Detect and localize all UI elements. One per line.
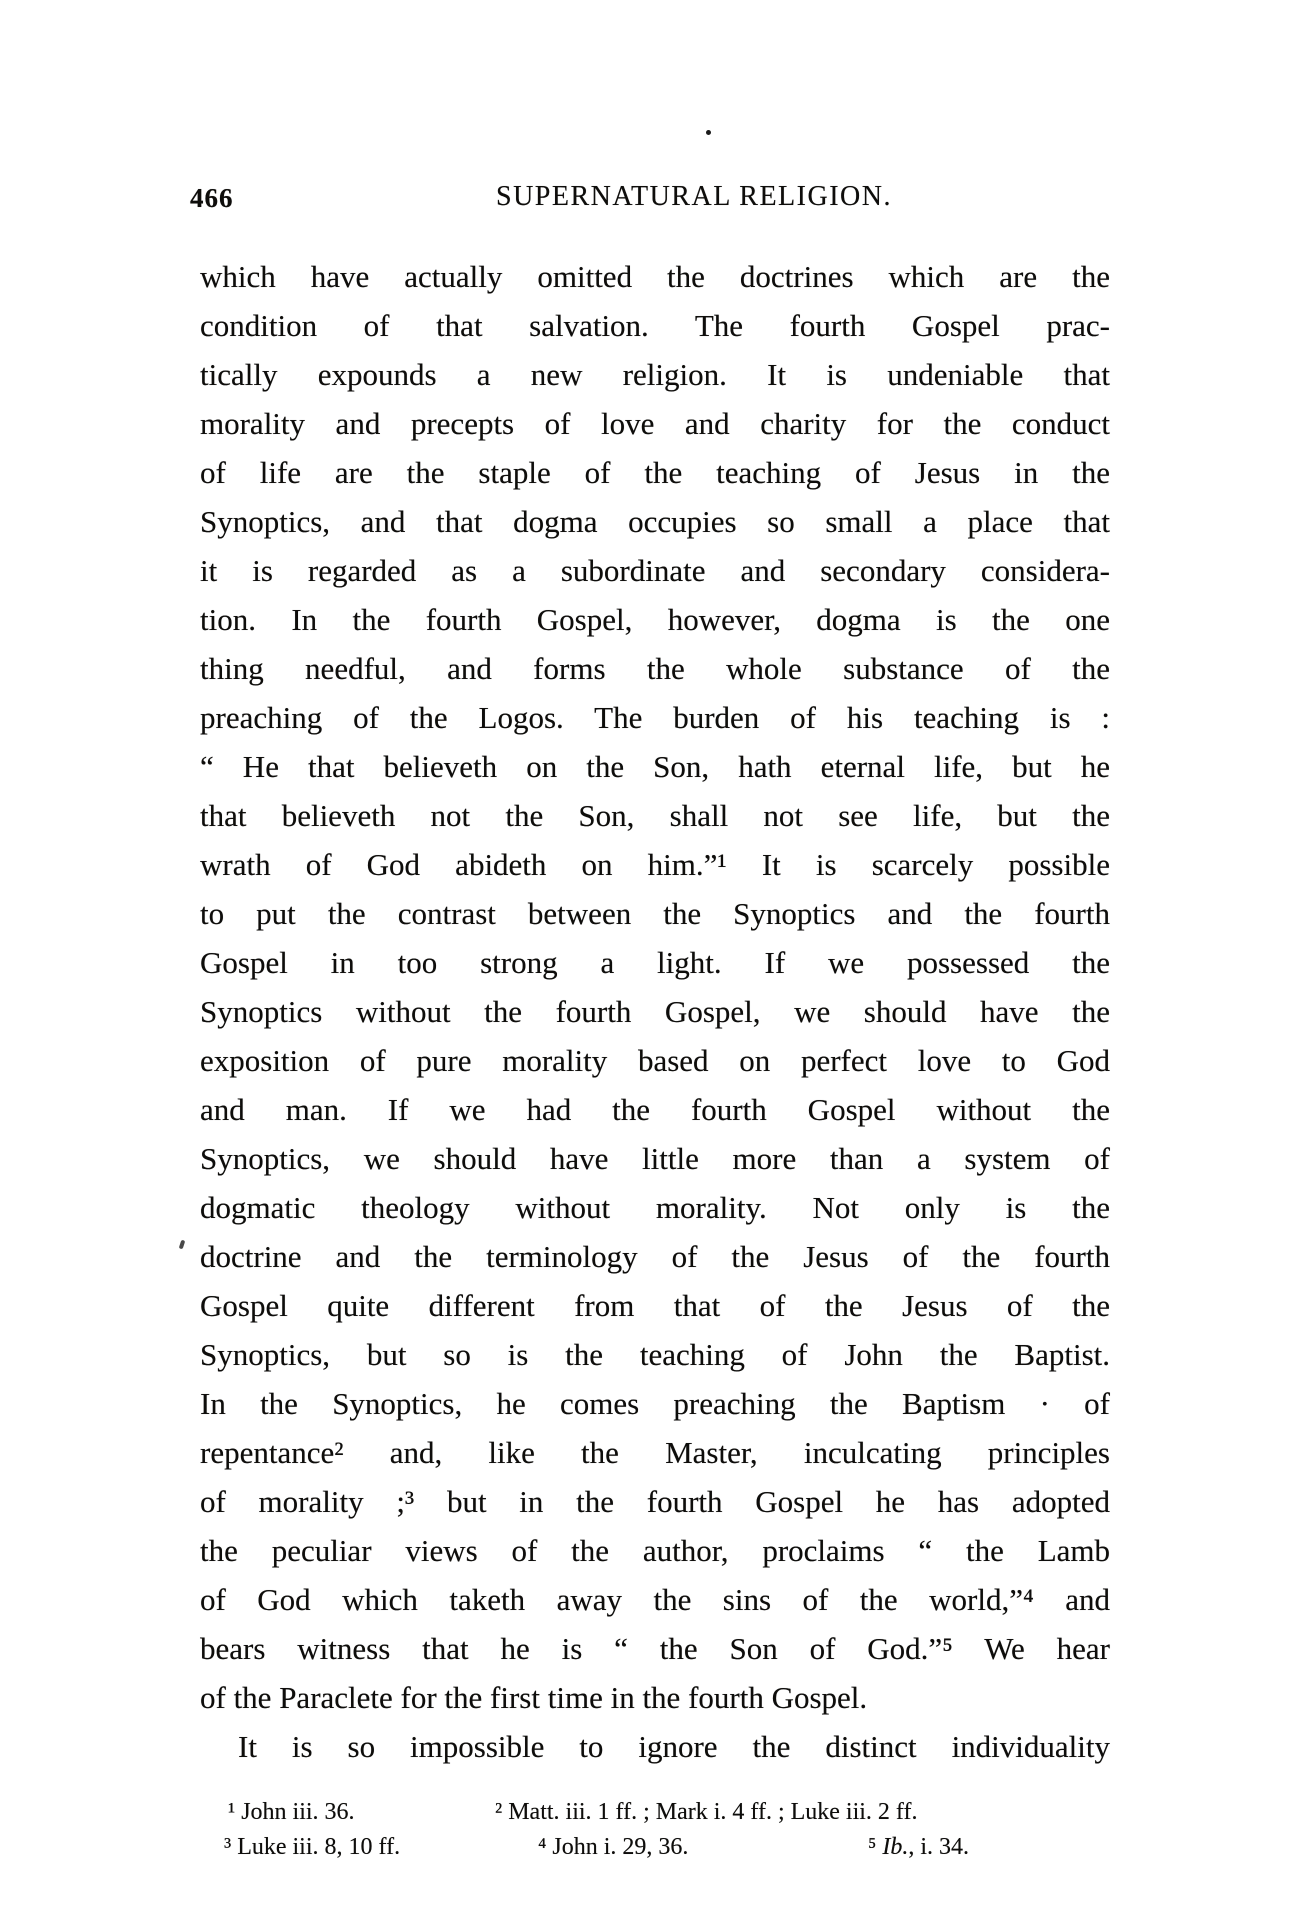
footnotes — [200, 1799, 1110, 1889]
text-line: doctrine and the terminology of the Jesus of the fourth — [200, 1239, 1110, 1274]
text-line: Synoptics, but so is the teaching of John the Baptist. — [200, 1337, 1110, 1372]
text-line: which have actually omitted the doctrines which are the — [200, 259, 1110, 294]
text-line: wrath of God abideth on him.”¹ It is scarcely possible — [200, 847, 1110, 882]
footnote: ¹ John iii. 36. — [228, 1799, 355, 1825]
scan-artifact-fleck — [179, 1240, 186, 1250]
footnote: ³ Luke iii. 8, 10 ff. — [224, 1834, 401, 1860]
text-line: repentance² and, like the Master, inculcating principles — [200, 1435, 1110, 1470]
scan-artifact-dot — [706, 130, 711, 135]
text-line: the peculiar views of the author, proclaims “ the Lamb — [200, 1533, 1110, 1568]
text-line: it is regarded as a subordinate and secondary considera- — [200, 553, 1110, 588]
text-line: It is so impossible to ignore the distinct individuality — [238, 1729, 1110, 1764]
text-line: Gospel in too strong a light. If we possessed the — [200, 945, 1110, 980]
text-line: to put the contrast between the Synoptics and the fourth — [200, 896, 1110, 931]
text-line: that believeth not the Son, shall not see life, but the — [200, 798, 1110, 833]
text-line: “ He that believeth on the Son, hath eternal life, but he — [200, 749, 1110, 784]
text-line: Synoptics, we should have little more than a system of — [200, 1141, 1110, 1176]
text-line: tion. In the fourth Gospel, however, dogma is the one — [200, 602, 1110, 637]
text-line: of morality ;³ but in the fourth Gospel he has adopted — [200, 1484, 1110, 1519]
text-line: preaching of the Logos. The burden of his teaching is : — [200, 700, 1110, 735]
text-line: of God which taketh away the sins of the world,”⁴ and — [200, 1582, 1110, 1617]
text-line: dogmatic theology without morality. Not only is the — [200, 1190, 1110, 1225]
text-line: of the Paraclete for the first time in the fourth Gospel. — [200, 1680, 868, 1715]
text-line: In the Synoptics, he comes preaching the Baptism · of — [200, 1386, 1110, 1421]
text-line: Synoptics without the fourth Gospel, we should have the — [200, 994, 1110, 1029]
text-line: exposition of pure morality based on perfect love to God — [200, 1043, 1110, 1078]
body-text — [200, 252, 1110, 1771]
page-number: 466 — [190, 183, 234, 213]
text-line: bears witness that he is “ the Son of God.”⁵ We hear — [200, 1631, 1110, 1666]
text-line: thing needful, and forms the whole substance of the — [200, 651, 1110, 686]
footnote: ⁵ Ib., i. 34. — [868, 1834, 970, 1860]
text-line: of life are the staple of the teaching of Jesus in the — [200, 455, 1110, 490]
text-line: Synoptics, and that dogma occupies so small a place that — [200, 504, 1110, 539]
page-header — [190, 181, 1110, 223]
footnote: ² Matt. iii. 1 ff. ; Mark i. 4 ff. ; Luke iii. 2 ff. — [495, 1799, 918, 1825]
text-line: Gospel quite different from that of the Jesus of the — [200, 1288, 1110, 1323]
text-line: tically expounds a new religion. It is undeniable that — [200, 357, 1110, 392]
running-title: SUPERNATURAL RELIGION. — [496, 181, 892, 212]
footnote: ⁴ John i. 29, 36. — [538, 1834, 689, 1860]
text-line: condition of that salvation. The fourth Gospel prac- — [200, 308, 1110, 343]
text-line: and man. If we had the fourth Gospel without the — [200, 1092, 1110, 1127]
text-line: morality and precepts of love and charity for the conduct — [200, 406, 1110, 441]
